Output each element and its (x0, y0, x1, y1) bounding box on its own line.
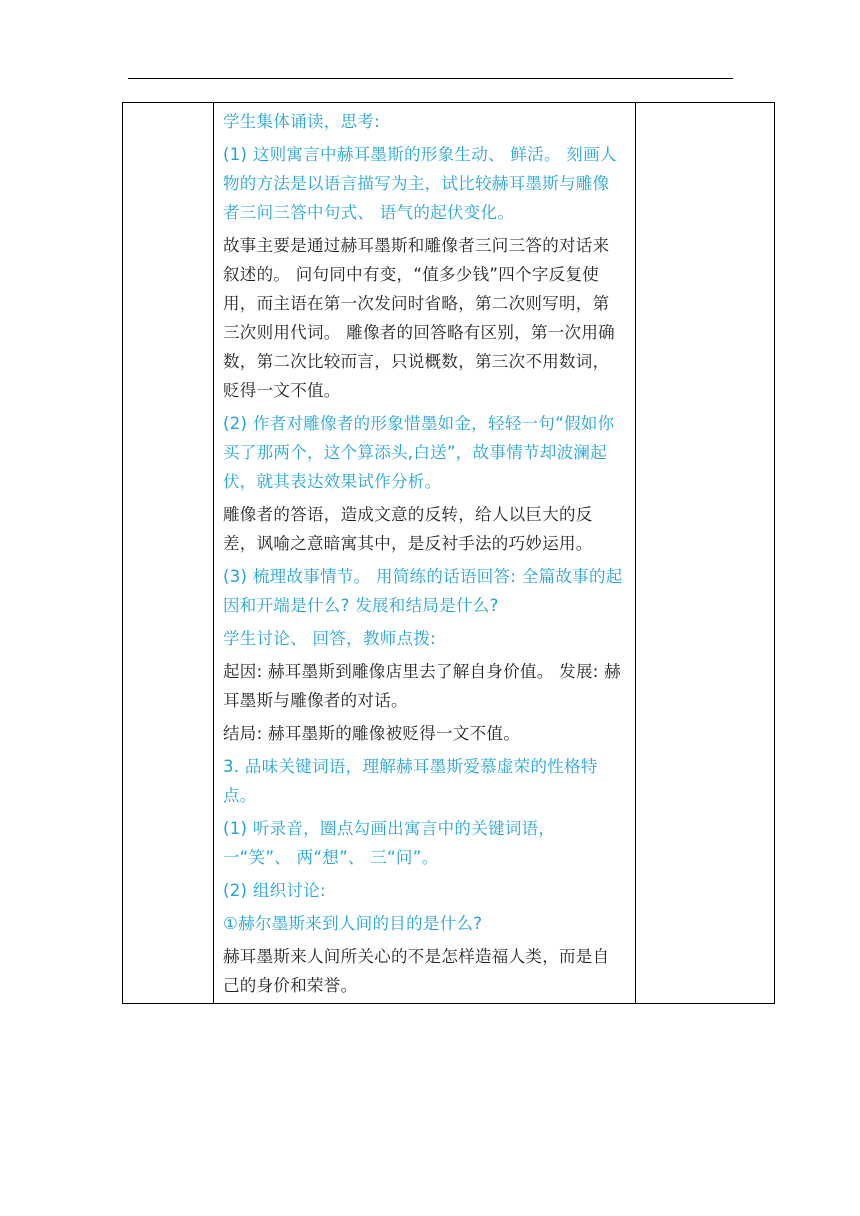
paragraph: (2) 组织讨论: (223, 881, 326, 900)
table-row (123, 103, 775, 1004)
paragraph: (1) 这则寓言中赫耳墨斯的形象生动、 鲜活。 刻画人物的方法是以语言描写为主，试比较赫耳墨斯与雕像者三问三答中句式、 语气的起伏变化。 (223, 145, 617, 222)
paragraph: (3) 梳理故事情节。 用简练的话语回答: 全篇故事的起因和开端是什么? 发展和结局是什么? (223, 567, 623, 615)
paragraph: 学生集体诵读，思考: (223, 112, 381, 131)
teaching-content (214, 103, 635, 1003)
paragraph: 雕像者的答语，造成文意的反转，给人以巨大的反差，讽喻之意暗寓其中，是反衬手法的巧妙运用。 (223, 505, 593, 553)
paragraph: 起因: 赫耳墨斯到雕像店里去了解自身价值。 发展: 赫耳墨斯与雕像者的对话。 (223, 662, 621, 710)
content-cell (214, 103, 636, 1004)
paragraph: 结局: 赫耳墨斯的雕像被贬得一文不值。 (223, 724, 521, 743)
paragraph: 3. 品味关键词语，理解赫耳墨斯爱慕虚荣的性格特点。 (223, 757, 598, 805)
paragraph: (2) 作者对雕像者的形象惜墨如金，轻轻一句“假如你买了那两个，这个算添头,白送”，故事情节却波澜起伏，就其表达效果试作分析。 (223, 414, 615, 491)
left-cell (123, 103, 214, 1004)
paragraph: ①赫尔墨斯来到人间的目的是什么? (223, 914, 483, 933)
paragraph: 学生讨论、 回答，教师点拨: (223, 629, 437, 648)
lesson-table (122, 102, 775, 1004)
header-rule (128, 78, 733, 79)
paragraph: 故事主要是通过赫耳墨斯和雕像者三问三答的对话来叙述的。 问句同中有变，“值多少钱”四个字反复使用，而主语在第一次发问时省略，第二次则写明，第三次则用代词。 雕像者的回答略有区别，第一次用确数，第二次比较而言，只说概数，第三次不用数词，贬得一文不值。 (223, 236, 615, 400)
paragraph: 赫耳墨斯来人间所关心的不是怎样造福人类，而是自己的身价和荣誉。 (223, 947, 610, 995)
paragraph: (1) 听录音，圈点勾画出寓言中的关键词语，一“笑”、 两“想”、 三“问”。 (223, 819, 556, 867)
right-cell (636, 103, 775, 1004)
